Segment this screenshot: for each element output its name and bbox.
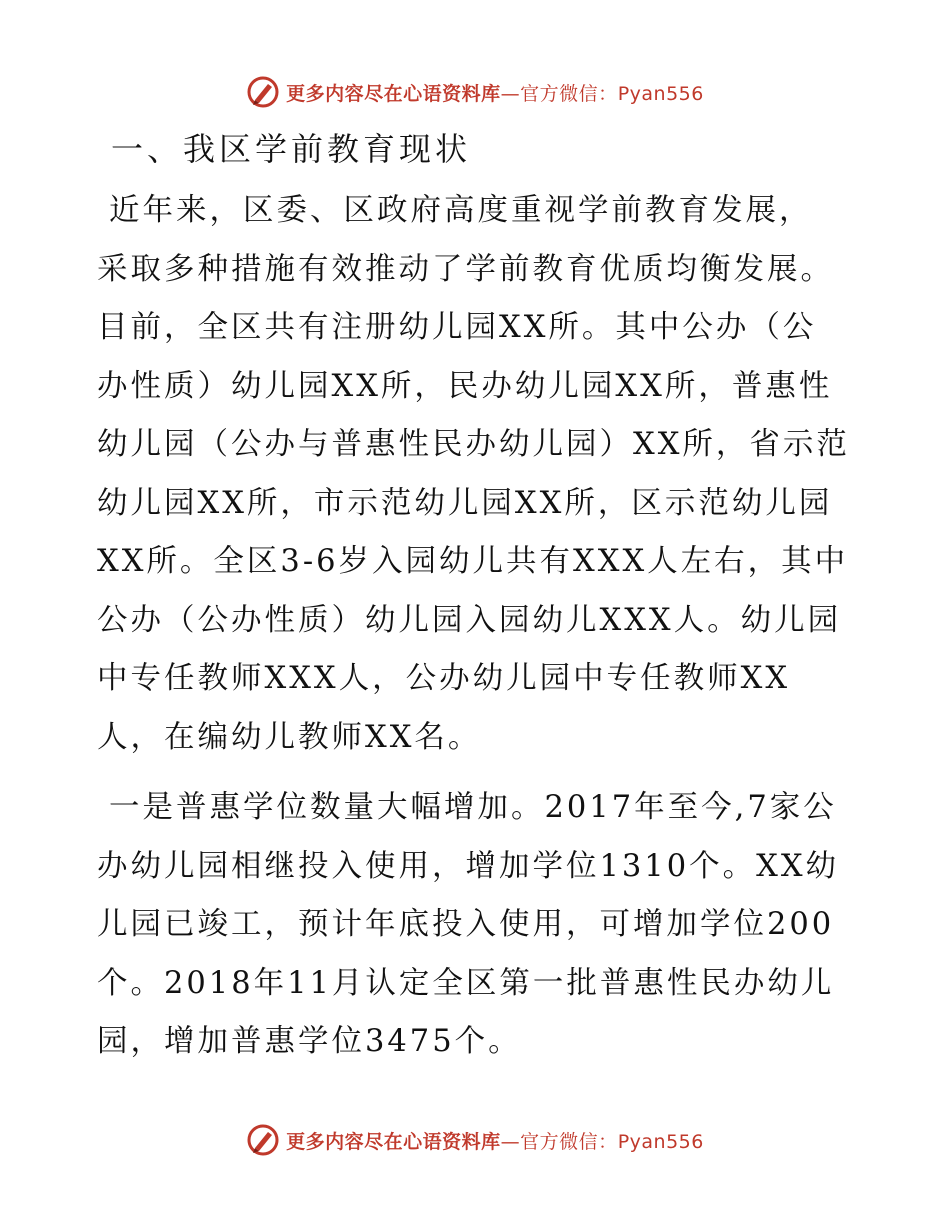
text-line: 采取多种措施有效推动了学前教育优质均衡发展。 xyxy=(97,251,834,287)
watermark-footer xyxy=(0,1120,950,1160)
text-line: XX所。全区3-6岁入园幼儿共有XXX人左右，其中 xyxy=(97,544,849,579)
text-line: 个。2018年11月认定全区第一批普惠性民办幼儿 xyxy=(97,965,835,1001)
watermark-header xyxy=(0,72,950,112)
text-line: 幼儿园（公办与普惠性民办幼儿园）XX所，省示范 xyxy=(97,427,850,462)
paragraph-status xyxy=(97,182,857,767)
watermark-dash: — xyxy=(500,82,521,105)
watermark-text xyxy=(286,1127,704,1154)
watermark-text xyxy=(286,79,704,106)
text-line: 幼儿园XX所，市示范幼儿园XX所，区示范幼儿园 xyxy=(97,485,833,521)
watermark-suffix: 官方微信： xyxy=(520,1130,618,1153)
watermark-wechat: Pyan556 xyxy=(617,1130,704,1153)
watermark-main: 更多内容尽在心语资料库 xyxy=(286,1130,501,1153)
section-heading: 一、我区学前教育现状 xyxy=(111,130,472,168)
document-body xyxy=(97,122,857,1084)
text-line: 中专任教师XXX人，公办幼儿园中专任教师XX xyxy=(97,661,791,696)
text-line: 近年来，区委、区政府高度重视学前教育发展， xyxy=(109,193,813,228)
text-line: 儿园已竣工，预计年底投入使用，可增加学位200 xyxy=(97,907,835,942)
pen-logo-icon xyxy=(246,75,280,109)
text-line: 办性质）幼儿园XX所，民办幼儿园XX所，普惠性 xyxy=(97,368,833,404)
paragraph-places xyxy=(97,779,857,1072)
text-line: 人，在编幼儿教师XX名。 xyxy=(97,719,482,755)
watermark-main: 更多内容尽在心语资料库 xyxy=(286,82,501,105)
text-line: 公办（公办性质）幼儿园入园幼儿XXX人。幼儿园 xyxy=(97,602,842,638)
watermark-suffix: 官方微信： xyxy=(520,82,618,105)
text-line: 目前，全区共有注册幼儿园XX所。其中公办（公 xyxy=(97,310,817,345)
text-line: 一是普惠学位数量大幅增加。2017年至今,7家公 xyxy=(109,790,837,825)
watermark-dash: — xyxy=(500,1130,521,1153)
text-line: 园，增加普惠学位3475个。 xyxy=(97,1024,522,1059)
pen-logo-icon xyxy=(246,1123,280,1157)
text-line: 办幼儿园相继投入使用，增加学位1310个。XX幼 xyxy=(97,848,840,884)
watermark-wechat: Pyan556 xyxy=(617,82,704,105)
